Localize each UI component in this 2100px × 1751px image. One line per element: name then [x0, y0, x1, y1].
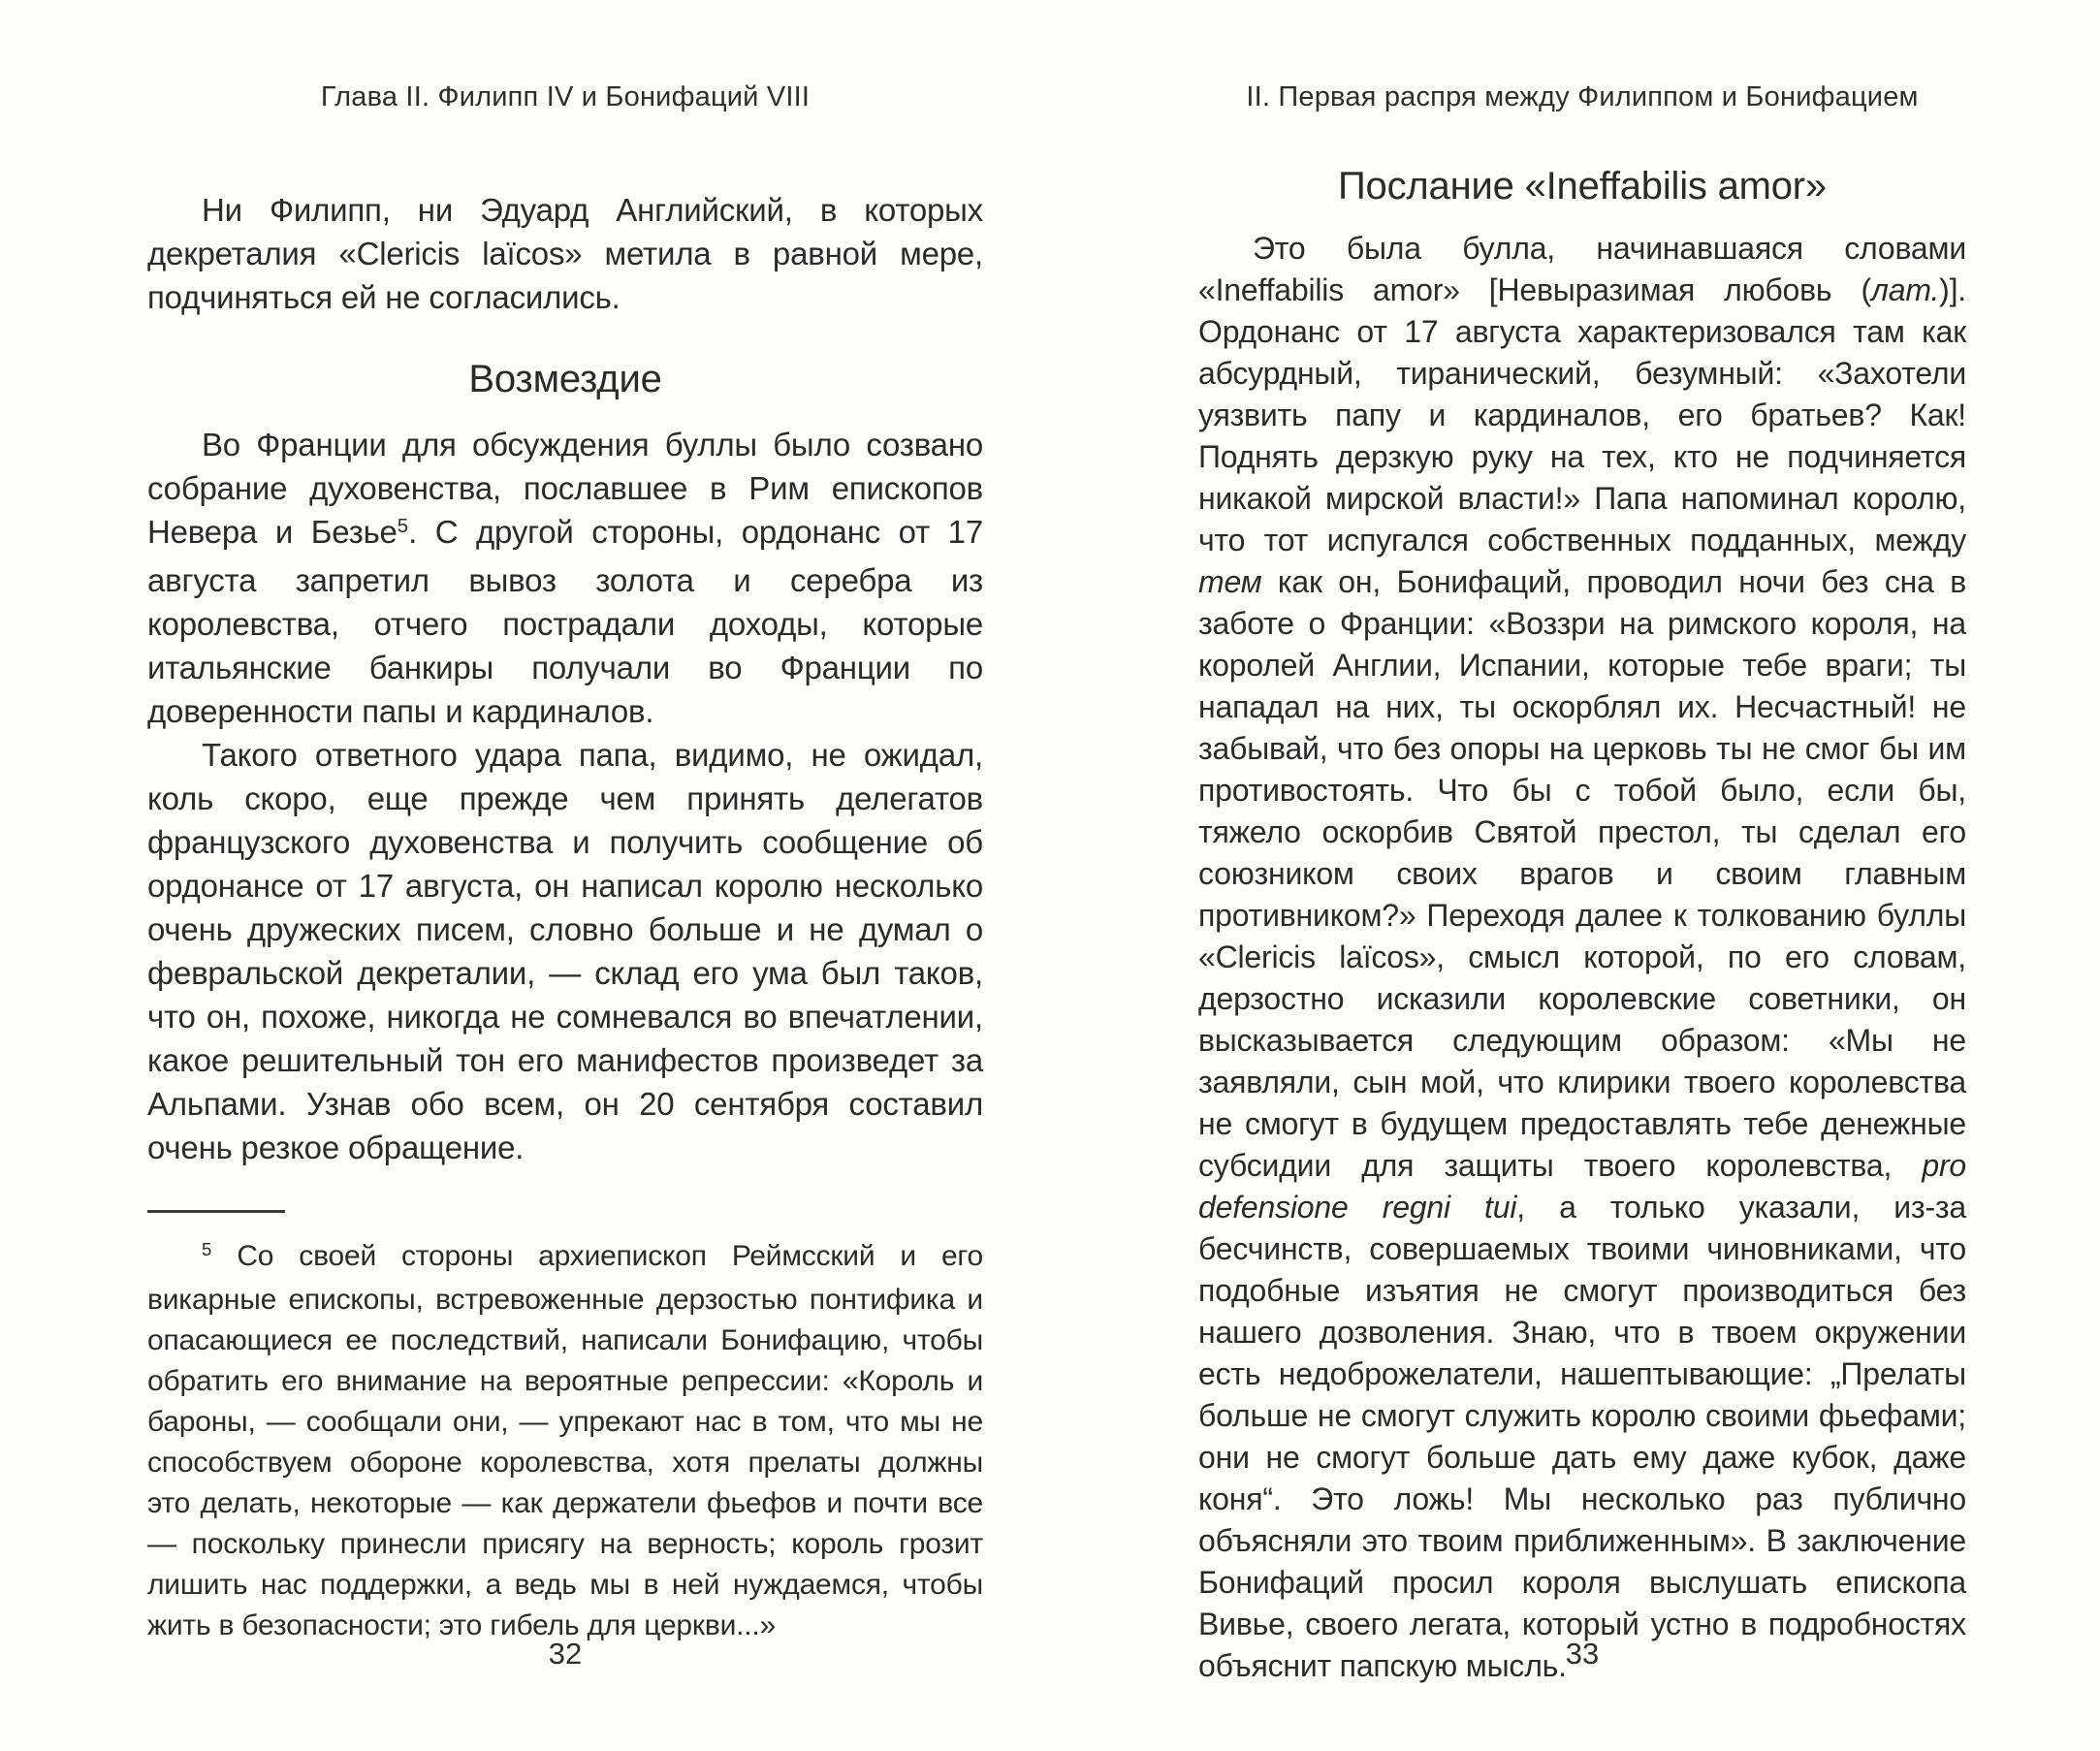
running-head-right: II. Первая распря между Филиппом и Бонифацием	[1246, 81, 1919, 112]
body-paragraph: Это была булла, начинавшаяся словами «Ineffabilis amor» [Невыразимая любовь (лат.)]. Ордонанс от 17 августа характеризовался там как абсурдный, тиранический, безумный: «Захотели уязвить папу и кардиналов, его братьев? Как! Поднять дерзкую руку на тех, кто не подчиняется никакой мирской власти!» Папа напоминал королю, что тот испугался собственных подданных, между тем как он, Бонифаций, проводил ночи без сна в заботе о Франции: «Воззри на римского короля, на королей Англии, Испании, которые тебе враги; ты нападал на них, ты оскорблял их. Несчастный! не забывай, что без опоры на церковь ты не смог бы им противостоять. Что бы с тобой было, если бы, тяжело оскорбив Святой престол, ты сделал его союзником своих врагов и своим главным противником?» Переходя далее к толкованию буллы «Clericis laïcos», смысл которой, по его словам, дерзостно исказили королевские советники, он высказывается следующим образом: «Мы не заявляли, сын мой, что клирики твоего королевства не смогут в будущем предоставлять тебе денежные субсидии для защиты твоего королевства, pro defensione regni tui, а только указали, из-за бесчинств, совершаемых твоими чиновниками, что подобные изъятия не смогут производиться без нашего дозволения. Знаю, что в твоем окружении есть недоброжелатели, нашептывающие: „Прелаты больше не смогут служить королю своими фьефами; они не смогут больше дать ему даже кубок, даже коня“. Это ложь! Мы несколько раз публично объясняли это твоим приближенным». В заключение Бонифаций просил короля выслушать епископа Вивье, своего легата, который устно в подробностях объяснит папскую мысль.	[1198, 231, 1966, 1683]
running-head-left: Глава II. Филипп IV и Бонифаций VIII	[320, 81, 811, 112]
page-left	[147, 0, 983, 1751]
footnote-divider	[147, 1210, 285, 1213]
body-paragraph: Такого ответного удара папа, видимо, не ожидал, коль скоро, еще прежде чем принять делегатов французского духовенства и получить сообщение об ордонансе от 17 августа, он написал королю несколько очень дружеских писем, словно больше и не думал о февральской декреталии, — склад его ума был таков, что он, похоже, никогда не сомневался во впечатлении, какое решительный тон его манифестов произведет за Альпами. Узнав обо всем, он 20 сентября составил очень резкое обращение.	[147, 737, 983, 1165]
body-paragraph: Во Франции для обсуждения буллы было созвано собрание духовенства, пославшее в Рим епископов Невера и Безье$^5$. С другой стороны, ордонанс от 17 августа запретил вывоз золота и серебра из королевства, отчего пострадали доходы, которые итальянские банкиры получали во Франции по доверенности папы и кардиналов.	[147, 427, 983, 729]
page-number-left: 32	[548, 1637, 583, 1671]
page-number-right: 33	[1565, 1637, 1600, 1671]
section-heading-right: Послание «Ineffabilis amor»	[1338, 165, 1827, 207]
footnote-marker: 5	[202, 1238, 212, 1259]
footnote	[147, 1236, 983, 1646]
section-heading-left: Возмездие	[468, 358, 662, 400]
intro-paragraph: Ни Филипп, ни Эдуард Английский, в которых декреталия «Clericis laïcos» метила в равной мере, подчиняться ей не согласились.	[147, 192, 983, 315]
page-right	[1198, 0, 1966, 1751]
footnote-text: Со своей стороны архиепископ Реймсский и его викарные епископы, встревоженные дерзостью понтифика и опасающиеся ее последствий, написали Бонифацию, чтобы обратить его внимание на вероятные репрессии: «Король и бароны, — сообщали они, — упрекают нас в том, что мы не способствуем обороне королевства, хотя прелаты должны это делать, некоторые — как держатели фьефов и почти все — поскольку принесли присягу на верность; король грозит лишить нас поддержки, а ведь мы в ней нуждаемся, чтобы жить в безопасности; это гибель для церкви...»	[147, 1240, 983, 1641]
